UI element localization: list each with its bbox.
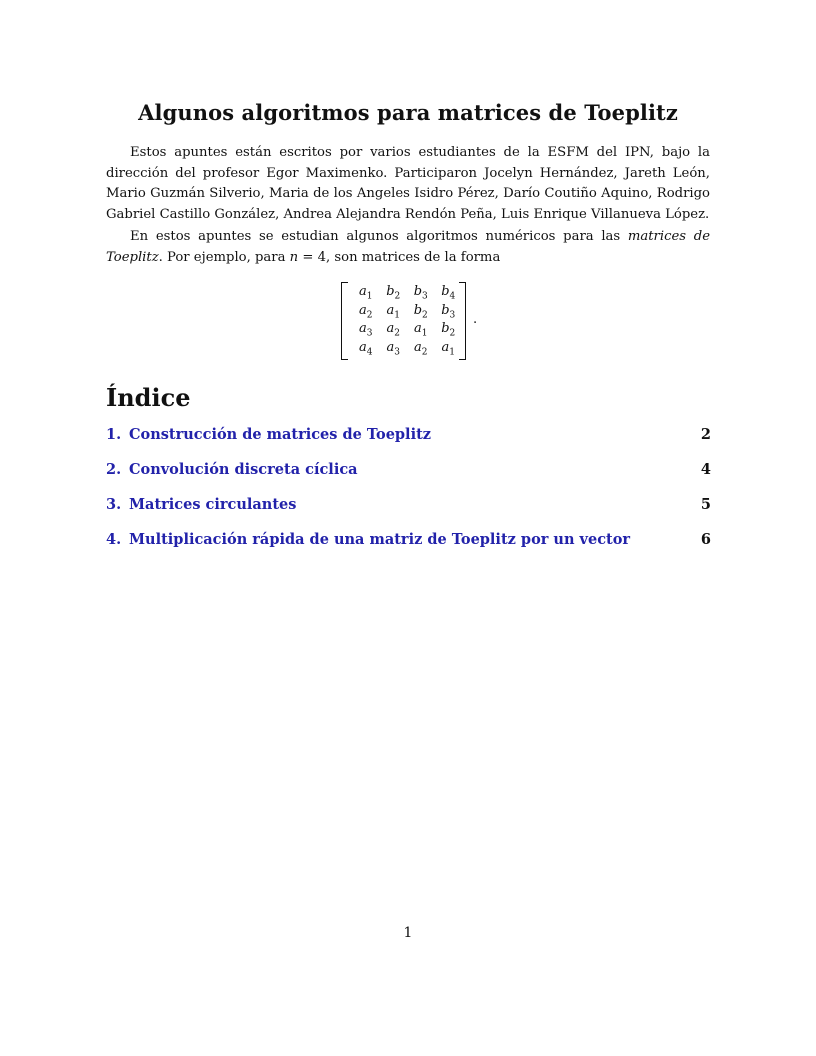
matrix-entry-subscript: 2 <box>366 310 373 321</box>
matrix-entry-base: a <box>386 302 395 318</box>
matrix-entry-base: b <box>413 284 423 299</box>
matrix-entry-subscript: 4 <box>366 347 373 358</box>
matrix-entry-base: b <box>386 284 395 299</box>
matrix-entry-base: b <box>441 321 450 336</box>
matrix-left-bracket <box>341 282 348 360</box>
toc-link[interactable] <box>106 426 431 443</box>
toc-link[interactable] <box>106 461 358 478</box>
matrix-entry <box>380 284 408 303</box>
second-paragraph-start: En estos apuntes se estudian algunos algoritmos numéricos para las <box>130 229 628 244</box>
toc-page-number: 2 <box>700 426 711 443</box>
matrix-entries <box>352 284 462 358</box>
toc-page-number: 4 <box>700 461 711 478</box>
matrix-entry <box>352 340 380 359</box>
matrix-entry-base: a <box>414 321 422 336</box>
matrix-entry <box>435 284 463 303</box>
toc-section-number: 4. <box>106 531 122 548</box>
second-paragraph-middle: . Por ejemplo, para <box>158 249 290 265</box>
matrix-entry-base: a <box>414 339 422 355</box>
matrix-entry <box>435 321 463 340</box>
matrix-entry-subscript: 1 <box>421 328 428 339</box>
matrix-entry-subscript: 3 <box>366 328 373 339</box>
toc-section-title: Construcción de matrices de Toeplitz <box>129 426 432 443</box>
matrix-entry-base: b <box>441 302 450 318</box>
table-of-contents <box>106 426 711 566</box>
matrix-entry-subscript: 2 <box>422 310 428 321</box>
toc-page-number: 6 <box>700 531 711 548</box>
matrix-entry-subscript: 2 <box>449 328 456 339</box>
matrix-entry-base: b <box>441 284 450 299</box>
matrix-entry-base: a <box>386 339 395 355</box>
matrix-entry-base: a <box>359 321 367 336</box>
matrix-entry-base: a <box>441 339 450 355</box>
matrix-entry <box>407 303 435 322</box>
matrix-entry-base: a <box>359 284 367 299</box>
matrix-period: . <box>473 312 478 327</box>
matrix-entry <box>380 303 408 322</box>
toc-section-title: Convolución discreta cíclica <box>129 461 358 478</box>
intro-paragraph-text: Estos apuntes están escritos por varios estudiantes de la ESFM del IPN, bajo la dirección del profesor Egor Maximenko. Participaron Jocelyn Hernández, Jareth León, Mario Guzmán Silverio, Maria de los Angeles Isidro Pérez, Darío Coutiño Aquino, Rodrigo Gabriel Castillo González, Andrea Alejandra Rendón Peña, Luis Enrique Villanueva López. <box>106 145 710 222</box>
matrix-entry-base: a <box>386 321 395 336</box>
toeplitz-matrix <box>341 282 491 360</box>
matrix-right-bracket <box>459 282 466 360</box>
matrix-entry <box>407 321 435 340</box>
matrix-entry <box>435 303 463 322</box>
toeplitz-emphasis: matrices de Toeplitz <box>106 229 710 265</box>
matrix-entry-subscript: 2 <box>394 328 400 339</box>
matrix-entry-base: a <box>359 302 367 318</box>
toc-link[interactable] <box>106 531 630 548</box>
intro-paragraph <box>106 143 710 225</box>
matrix-entry <box>407 340 435 359</box>
toc-entry <box>106 426 711 461</box>
matrix-entry <box>380 321 408 340</box>
matrix-entry <box>380 340 408 359</box>
matrix-entry-base: a <box>359 339 367 355</box>
toc-section-number: 1. <box>106 426 122 443</box>
toc-section-title: Matrices circulantes <box>129 496 297 513</box>
math-equality: = 4 <box>298 249 326 265</box>
matrix-entry <box>435 340 463 359</box>
second-paragraph <box>106 227 710 268</box>
matrix-entry <box>352 321 380 340</box>
matrix-entry <box>352 303 380 322</box>
document-title: Algunos algoritmos para matrices de Toeplitz <box>138 100 678 125</box>
matrix-entry-subscript: 2 <box>394 291 401 302</box>
matrix-entry-subscript: 1 <box>366 291 373 302</box>
math-variable-n: n <box>289 249 299 265</box>
matrix-entry-subscript: 2 <box>421 347 428 358</box>
toc-section-number: 3. <box>106 496 122 513</box>
toc-link[interactable] <box>106 496 296 513</box>
matrix-entry-subscript: 3 <box>449 310 456 321</box>
toc-entry <box>106 531 711 566</box>
matrix-entry-subscript: 1 <box>394 310 400 321</box>
matrix-entry-subscript: 3 <box>394 347 400 358</box>
index-heading: Índice <box>106 383 191 412</box>
toc-page-number: 5 <box>700 496 711 513</box>
matrix-entry-subscript: 4 <box>449 291 456 302</box>
page-number: 1 <box>403 925 413 941</box>
matrix-entry-subscript: 3 <box>422 291 428 302</box>
toc-entry <box>106 461 711 496</box>
matrix-entry <box>407 284 435 303</box>
toc-section-number: 2. <box>106 461 122 478</box>
matrix-entry-subscript: 1 <box>449 347 455 358</box>
matrix-entry-base: b <box>413 302 423 318</box>
toc-section-title: Multiplicación rápida de una matriz de Toeplitz por un vector <box>129 531 631 548</box>
matrix-entry <box>352 284 380 303</box>
toc-entry <box>106 496 711 531</box>
second-paragraph-end: , son matrices de la forma <box>325 249 501 265</box>
